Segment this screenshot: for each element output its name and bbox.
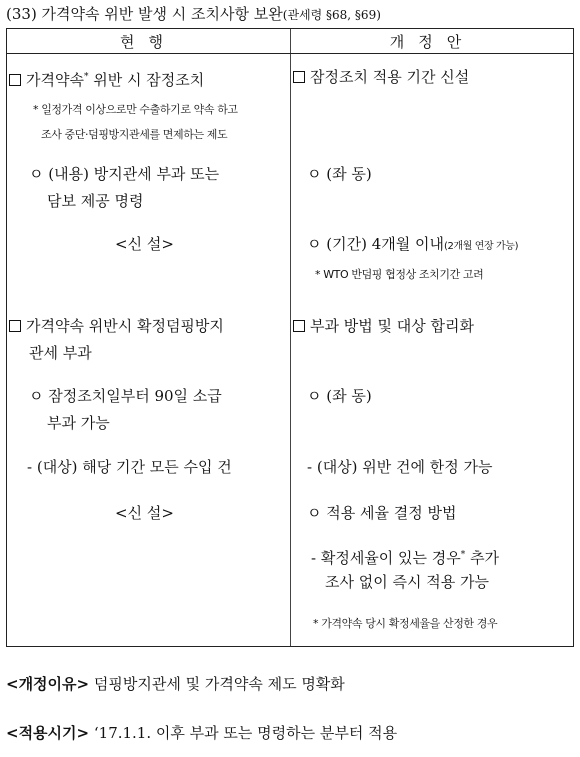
- effective-text: ‘17.1.1. 이후 부과 또는 명령하는 분부터 적용: [89, 724, 398, 742]
- right-rate-1: - 확정세율이 있는 경우* 추가: [311, 549, 500, 567]
- effective-label: <적용시기>: [6, 724, 90, 742]
- table-header: [7, 29, 573, 54]
- right-dash-target: - (대상) 위반 건에 한정 가능: [307, 458, 493, 476]
- left-item-1: 가격약속* 위반 시 잠정조치: [9, 65, 204, 92]
- section-title: [6, 4, 576, 25]
- column-divider: [290, 29, 291, 646]
- left-new-2: <신 설>: [115, 504, 174, 522]
- checkbox-square-icon: [293, 71, 305, 83]
- comparison-table: [6, 28, 574, 647]
- right-sub-rate: ㅇ 적용 세율 결정 방법: [307, 504, 457, 522]
- header-revised: 개정안: [389, 33, 476, 51]
- right-period: ㅇ (기간) 4개월 이내(2개월 연장 가능): [307, 235, 519, 253]
- checkbox-square-icon: [9, 74, 21, 86]
- reason-label: <개정이유>: [6, 675, 90, 693]
- right-same-1: ㅇ (좌 동): [307, 165, 372, 183]
- left-note-1a: * 일정가격 이상으로만 수출하기로 약속 하고: [33, 103, 238, 116]
- right-item-1: 잠정조치 적용 기간 신설: [293, 65, 469, 89]
- right-rate-2: 조사 없이 즉시 적용 가능: [325, 573, 489, 591]
- right-item-2: 부과 방법 및 대상 합리화: [293, 314, 474, 338]
- left-new-1: <신 설>: [115, 235, 174, 253]
- section-title-main: (33) 가격약속 위반 발생 시 조치사항 보완: [6, 5, 283, 23]
- reason-line: [6, 673, 345, 694]
- checkbox-square-icon: [9, 320, 21, 332]
- left-item-2b: 관세 부과: [29, 344, 92, 362]
- left-sub-1b: 담보 제공 명령: [47, 192, 144, 210]
- left-dash-1: - (대상) 해당 기간 모든 수입 건: [27, 458, 232, 476]
- left-sub-2b: 부과 가능: [47, 414, 110, 432]
- asterisk-mark: *: [460, 550, 466, 560]
- left-item-2: 가격약속 위반시 확정덤핑방지: [9, 314, 224, 338]
- effective-line: [6, 722, 397, 743]
- reason-text: 덤핑방지관세 및 가격약속 제도 명확화: [89, 675, 345, 693]
- asterisk-mark: *: [83, 72, 89, 82]
- left-sub-2a: ㅇ 잠정조치일부터 90일 소급: [29, 387, 222, 405]
- header-current: 현행: [120, 33, 177, 51]
- right-note-wto: * WTO 반덤핑 협정상 조치기간 고려: [315, 268, 484, 281]
- right-same-2: ㅇ (좌 동): [307, 387, 372, 405]
- left-note-1b: 조사 중단·덤핑방지관세를 면제하는 제도: [41, 128, 228, 141]
- checkbox-square-icon: [293, 320, 305, 332]
- section-title-ref: (관세령 §68, §69): [282, 8, 381, 22]
- right-note-rate: * 가격약속 당시 확정세율을 산정한 경우: [313, 617, 498, 630]
- left-sub-1a: ㅇ (내용) 방지관세 부과 또는: [29, 165, 220, 183]
